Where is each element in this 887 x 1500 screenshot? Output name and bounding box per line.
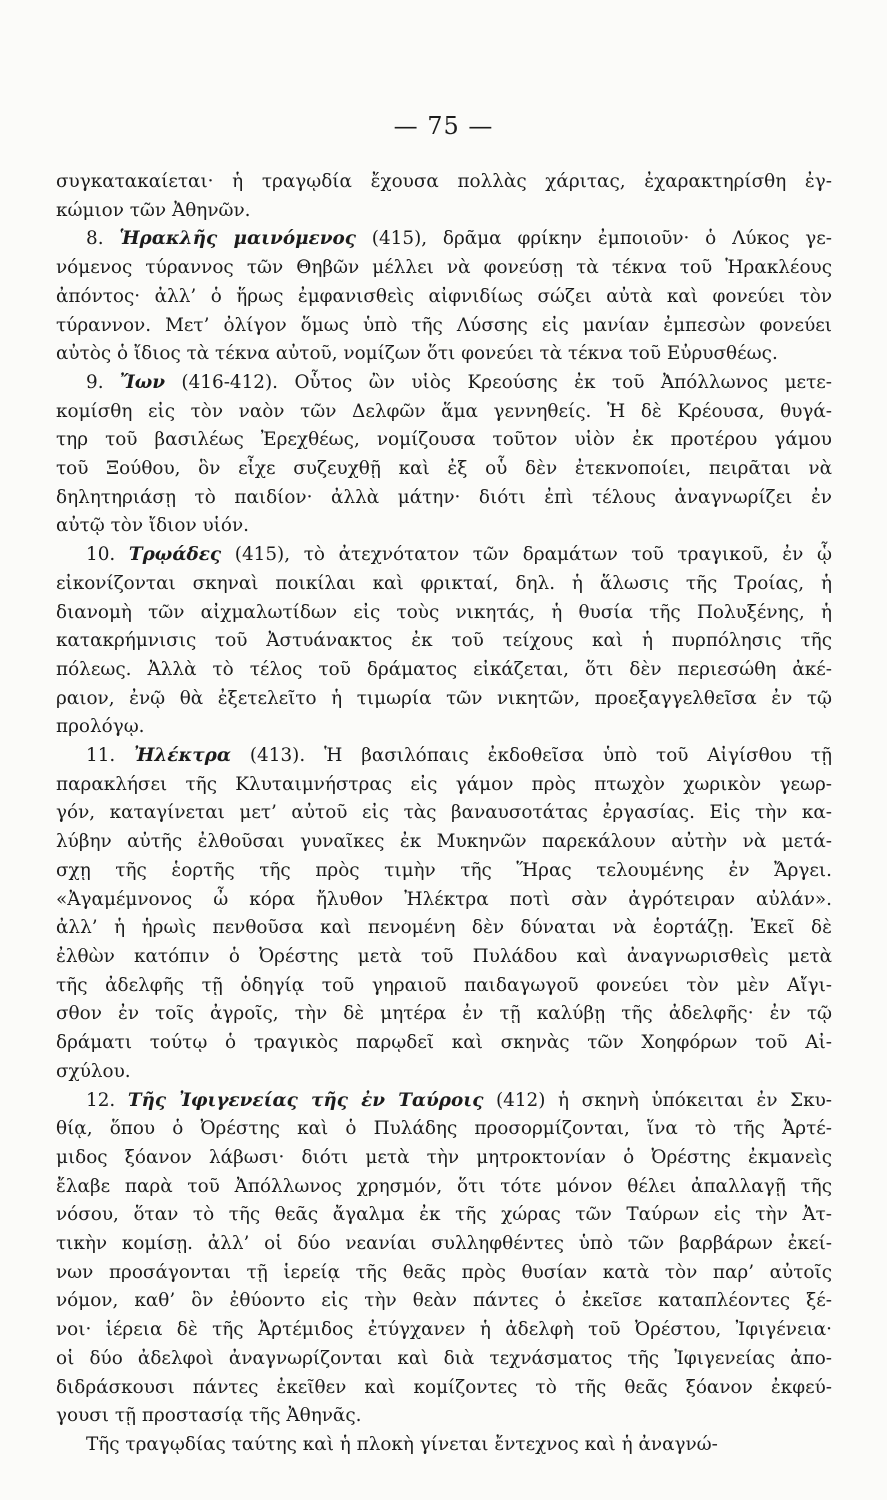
text-line: παρακλήσει τῆς Κλυταιμνήστρας εἰς γάμον πρὸς πτωχὸν χωρικὸν γεωρ- <box>56 773 832 795</box>
item-number: 12. <box>86 1089 128 1111</box>
item-number: 10. <box>86 544 129 566</box>
heading-line-text: (413). Ἡ βασιλόπαις ἐκδοθεῖσα ὑπὸ τοῦ Αἰγίσθου τῇ <box>231 745 832 767</box>
text-line: Τῆς τραγῳδίας ταύτης καὶ ἡ πλοκὴ γίνεται ἔντεχνος καὶ ἡ ἀναγνώ- <box>86 1433 718 1455</box>
text-line: συγκατακαίεται· ἡ τραγῳδία ἔχουσα πολλὰς χάριτας, ἐχαρακτηρίσθη ἐγ- <box>56 171 832 192</box>
play-title: Ἠλέκτρα <box>134 745 231 767</box>
text-line: «Ἀγαμέμνονος ὦ κόρα ἤλυθον Ἠλέκτρα ποτὶ σὰν ἀγρότειραν αὐλάν». <box>56 888 832 910</box>
heading-line-text: (416-412). Οὗτος ὢν υἱὸς Κρεούσης ἐκ τοῦ Ἀπόλλωνος μετε- <box>164 371 832 393</box>
text-line: νόμον, καθ’ ὃν ἐθύοντο εἰς τὴν θεὰν πάντες ὁ ἐκεῖσε καταπλέοντες ξέ- <box>56 1290 832 1312</box>
item-number: 9. <box>86 371 120 393</box>
paragraph <box>56 1431 832 1460</box>
text-line: μιδος ξόανον λάβωσι· διότι μετὰ τὴν μητροκτονίαν ὁ Ὀρέστης ἐκμανεὶς <box>56 1146 832 1168</box>
heading-line-text: (415), δρᾶμα φρίκην ἐμποιοῦν· ὁ Λύκος γε- <box>355 228 832 250</box>
play-title: Ἡρακλῆς μαινόμενος <box>119 228 356 250</box>
text-line: προλόγῳ. <box>56 716 145 738</box>
text-line: σθον ἐν τοῖς ἀγροῖς, τὴν δὲ μητέρα ἐν τῇ καλύβῃ τῆς ἀδελφῆς· ἐν τῷ <box>56 1003 832 1025</box>
body-text <box>56 168 832 1460</box>
text-line: γόν, καταγίνεται μετ’ αὐτοῦ εἰς τὰς βαναυσοτάτας ἐργασίας. Εἰς τὴν κα- <box>56 802 832 824</box>
heading-line-text: (412) ἡ σκηνὴ ὑπόκειται ἐν Σκυ- <box>483 1089 832 1111</box>
text-line: ἐλθὼν κατόπιν ὁ Ὀρέστης μετὰ τοῦ Πυλάδου καὶ ἀναγνωρισθεὶς μετὰ <box>56 945 832 967</box>
paragraph-heading-line <box>56 1087 832 1116</box>
text-line: δηλητηριάσῃ τὸ παιδίον· ἀλλὰ μάτην· διότι ἐπὶ τέλους ἀναγνωρίζει ἐν <box>56 486 832 508</box>
text-line: κώμιον τῶν Ἀθηνῶν. <box>56 199 251 221</box>
item-number: 8. <box>86 228 120 250</box>
paragraph <box>56 168 832 225</box>
text-line: ἔλαβε παρὰ τοῦ Ἀπόλλωνος χρησμόν, ὅτι τότε μόνον θέλει ἀπαλλαγῇ τῆς <box>56 1175 832 1197</box>
text-line: νων προσάγονται τῇ ἱερείᾳ τῆς θεᾶς πρὸς θυσίαν κατὰ τὸν παρ’ αὐτοῖς <box>56 1261 832 1283</box>
text-line: σχύλου. <box>56 1060 131 1082</box>
paragraph-heading-line <box>56 742 832 771</box>
text-line: τοῦ Ξούθου, ὃν εἶχε συζευχθῇ καὶ ἐξ οὗ δὲν ἐτεκνοποίει, πειρᾶται νὰ <box>56 458 832 480</box>
text-line: θίᾳ, ὅπου ὁ Ὀρέστης καὶ ὁ Πυλάδης προσορμίζονται, ἵνα τὸ τῆς Ἀρτέ- <box>56 1118 832 1140</box>
paragraph <box>56 225 832 369</box>
text-line: οἱ δύο ἀδελφοὶ ἀναγνωρίζονται καὶ διὰ τεχνάσματος τῆς Ἰφιγενείας ἀπο- <box>56 1347 832 1369</box>
paragraph <box>56 369 832 541</box>
text-line: ἀλλ’ ἡ ἡρωὶς πενθοῦσα καὶ πενομένη δὲν δύναται νὰ ἑορτάζῃ. Ἐκεῖ δὲ <box>56 917 832 939</box>
text-line: νόμενος τύραννος τῶν Θηβῶν μέλλει νὰ φονεύσῃ τὰ τέκνα τοῦ Ἡρακλέους <box>56 257 832 279</box>
item-number: 11. <box>86 745 135 767</box>
text-line: κομίσθη εἰς τὸν ναὸν τῶν Δελφῶν ἅμα γεννηθείς. Ἡ δὲ Κρέουσα, θυγά- <box>56 400 832 422</box>
text-line: λύβην αὐτῆς ἐλθοῦσαι γυναῖκες ἐκ Μυκηνῶν παρεκάλουν αὐτὴν νὰ μετά- <box>56 831 832 853</box>
text-line: πόλεως. Ἀλλὰ τὸ τέλος τοῦ δράματος εἰκάζεται, ὅτι δὲν περιεσώθη ἀκέ- <box>56 658 832 680</box>
text-line: διανομὴ τῶν αἰχμαλωτίδων εἰς τοὺς νικητάς, ἡ θυσία τῆς Πολυξένης, ἡ <box>56 601 832 623</box>
paragraph-heading-line <box>56 369 832 398</box>
paragraph-heading-line <box>56 225 832 254</box>
text-line: σχῃ τῆς ἑορτῆς τῆς πρὸς τιμὴν τῆς Ἥρας τελουμένης ἐν Ἄργει. <box>56 859 832 881</box>
page-number: — 75 — <box>393 112 494 140</box>
paragraph-heading-line <box>56 541 832 570</box>
text-line: τηρ τοῦ βασιλέως Ἐρεχθέως, νομίζουσα τοῦτον υἱὸν ἐκ προτέρου γάμου <box>56 429 832 451</box>
text-line: τικὴν κομίσῃ. ἀλλ’ οἱ δύο νεανίαι συλληφθέντες ὑπὸ τῶν βαρβάρων ἐκεί- <box>56 1233 832 1255</box>
text-line: τῆς ἀδελφῆς τῇ ὁδηγίᾳ τοῦ γηραιοῦ παιδαγωγοῦ φονεύει τὸν μὲν Αἴγι- <box>56 974 832 996</box>
heading-line-text: (415), τὸ ἀτεχνότατον τῶν δραμάτων τοῦ τραγικοῦ, ἐν ᾧ <box>221 544 832 566</box>
text-line: δράματι τούτῳ ὁ τραγικὸς παρῳδεῖ καὶ σκηνὰς τῶν Χοηφόρων τοῦ Αἰ- <box>56 1032 832 1054</box>
play-title: Ἴων <box>120 371 165 393</box>
text-line: διδράσκουσι πάντες ἐκεῖθεν καὶ κομίζοντες τὸ τῆς θεᾶς ξόανον ἐκφεύ- <box>56 1376 832 1398</box>
text-line: αὐτὸς ὁ ἴδιος τὰ τέκνα αὐτοῦ, νομίζων ὅτι φονεύει τὰ τέκνα τοῦ Εὐρυσθέως. <box>56 343 778 365</box>
paragraph <box>56 1087 832 1431</box>
paragraph <box>56 742 832 1086</box>
text-line: κατακρήμνισις τοῦ Ἀστυάνακτος ἐκ τοῦ τείχους καὶ ἡ πυρπόλησις τῆς <box>56 630 832 652</box>
text-line: αὐτῷ τὸν ἴδιον υἱόν. <box>56 515 249 537</box>
text-line: ραιον, ἐνῷ θὰ ἐξετελεῖτο ἡ τιμωρία τῶν νικητῶν, προεξαγγελθεῖσα ἐν τῷ <box>56 687 832 709</box>
text-line: γουσι τῇ προστασίᾳ τῆς Ἀθηνᾶς. <box>56 1405 362 1427</box>
text-line: ἀπόντος· ἀλλ’ ὁ ἥρως ἐμφανισθεὶς αἰφνιδίως σώζει αὐτὰ καὶ φονεύει τὸν <box>56 285 832 307</box>
text-line: τύραννον. Μετ’ ὀλίγον ὅμως ὑπὸ τῆς Λύσσης εἰς μανίαν ἐμπεσὼν φονεύει <box>56 314 832 336</box>
text-line: νοι· ἱέρεια δὲ τῆς Ἀρτέμιδος ἐτύγχανεν ἡ ἀδελφὴ τοῦ Ὀρέστου, Ἰφιγένεια· <box>56 1319 832 1341</box>
text-line: εἰκονίζονται σκηναὶ ποικίλαι καὶ φρικταί, δηλ. ἡ ἅλωσις τῆς Τροίας, ἡ <box>56 572 832 594</box>
play-title: Τρῳάδες <box>128 544 222 566</box>
play-title: Τῆς Ἰφιγενείας τῆς ἐν Ταύροις <box>127 1089 484 1111</box>
text-line: νόσου, ὅταν τὸ τῆς θεᾶς ἄγαλμα ἐκ τῆς χώρας τῶν Ταύρων εἰς τὴν Ἀτ- <box>56 1204 832 1226</box>
paragraph <box>56 541 832 742</box>
